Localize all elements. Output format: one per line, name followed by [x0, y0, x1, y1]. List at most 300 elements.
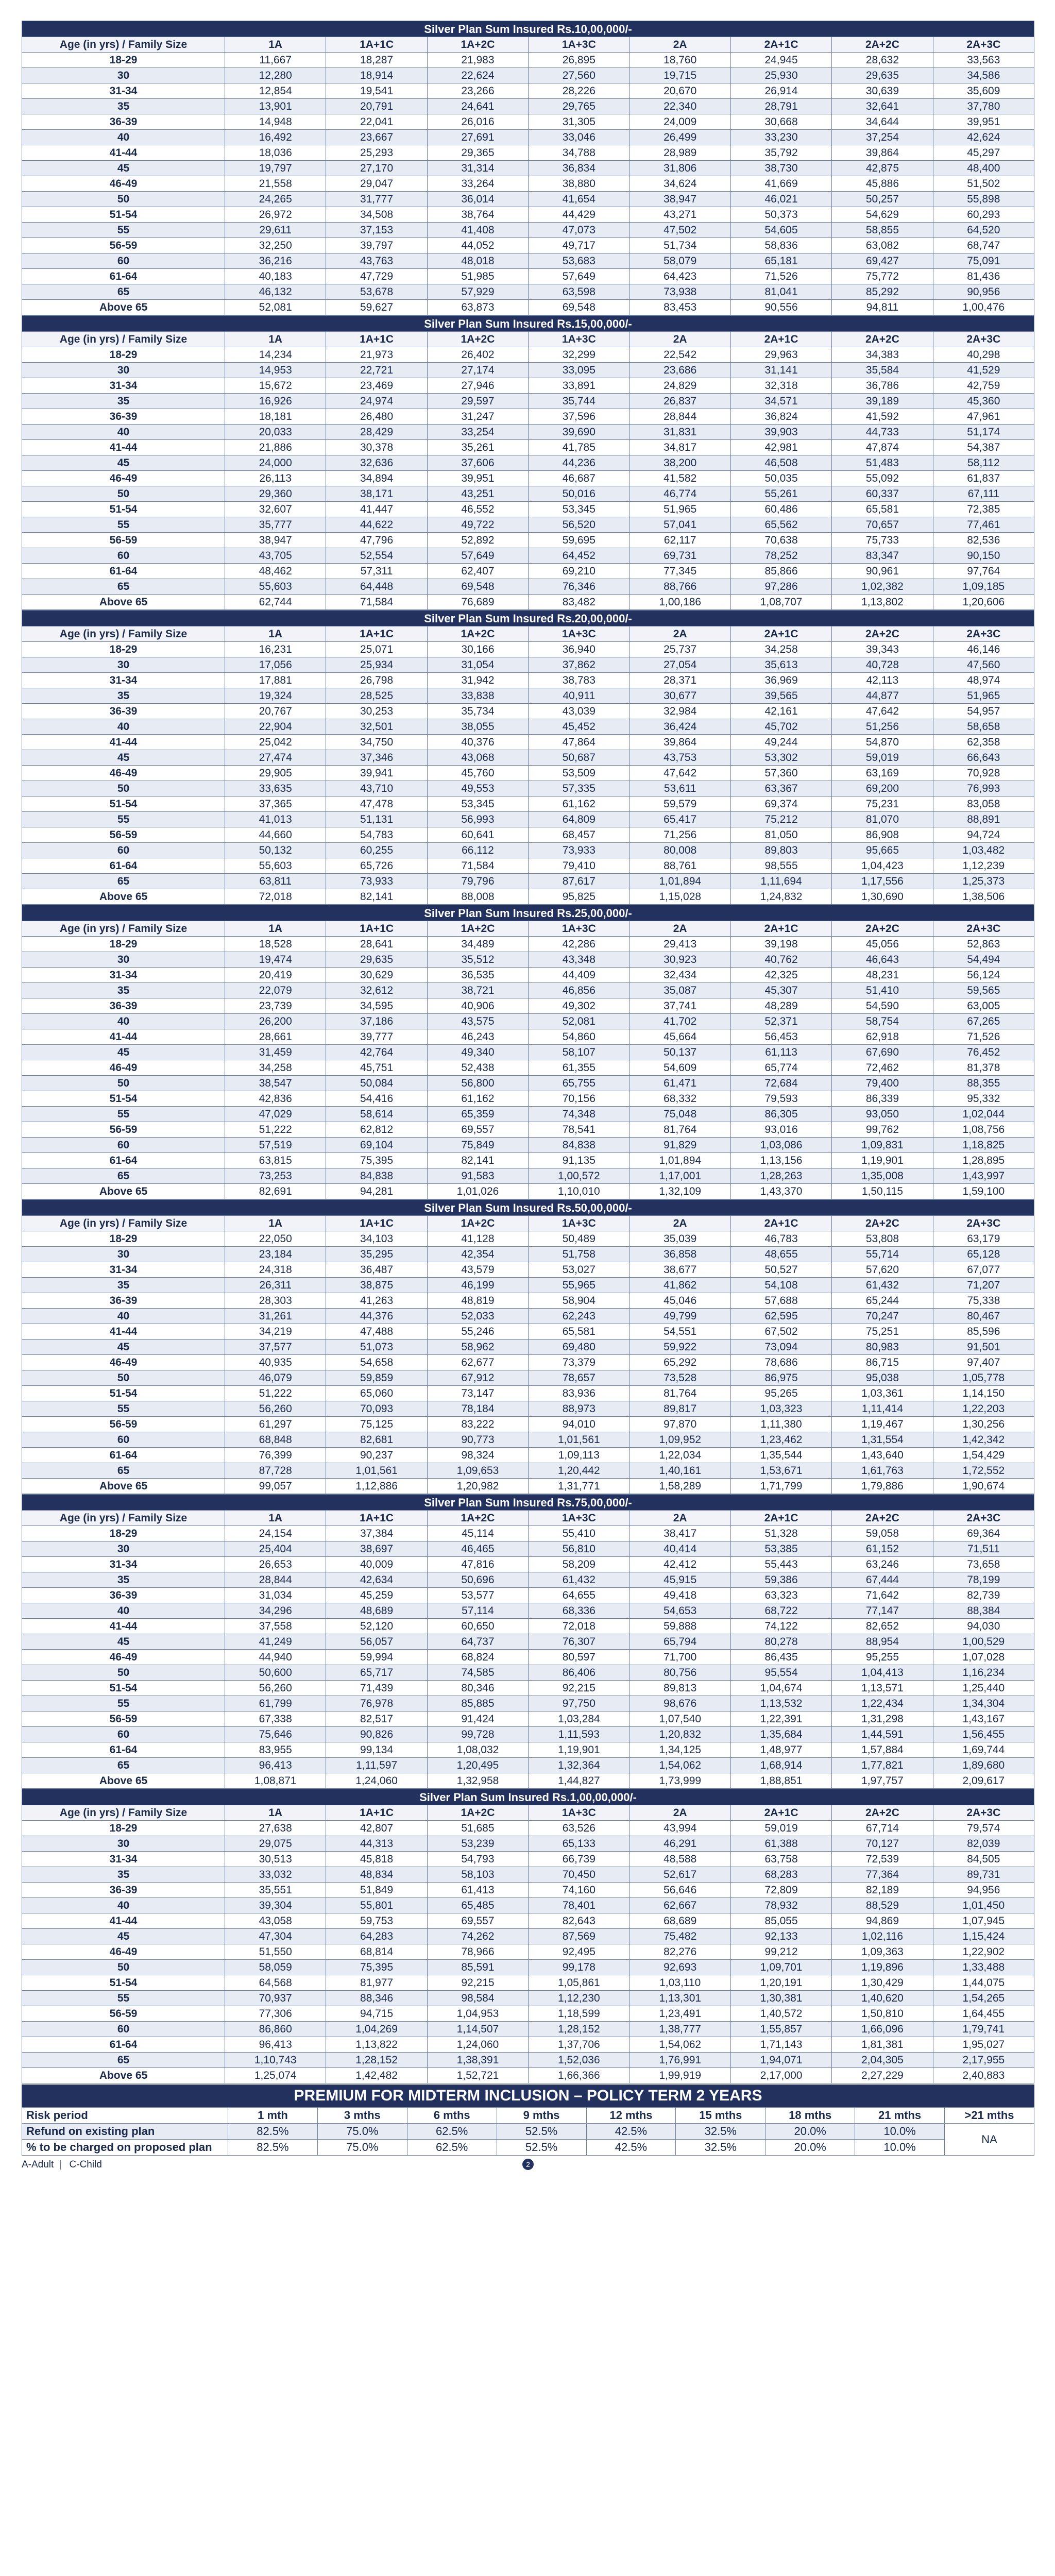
- premium-cell: 1,13,156: [730, 1153, 831, 1168]
- premium-cell: 94,956: [933, 1883, 1034, 1898]
- premium-cell: 42,624: [933, 130, 1034, 145]
- age-cell: 61-64: [22, 2037, 225, 2053]
- premium-cell: 49,418: [629, 1588, 730, 1603]
- age-cell: 31-34: [22, 83, 225, 99]
- premium-cell: 1,43,167: [933, 1711, 1034, 1727]
- premium-cell: 90,961: [832, 564, 933, 579]
- period-header: 6 mths: [407, 2108, 497, 2124]
- table-row: [22, 1758, 1034, 1773]
- column-header: 1A: [225, 37, 326, 53]
- premium-cell: 64,452: [529, 548, 629, 564]
- premium-cell: 89,731: [933, 1867, 1034, 1883]
- age-cell: 60: [22, 843, 225, 858]
- premium-cell: 1,42,342: [933, 1432, 1034, 1448]
- premium-cell: 81,050: [730, 827, 831, 843]
- premium-cell: 47,642: [629, 766, 730, 781]
- table-row: [22, 2037, 1034, 2053]
- table-row: [22, 1386, 1034, 1401]
- premium-cell: 62,677: [427, 1355, 528, 1370]
- premium-cell: 76,978: [326, 1696, 427, 1711]
- premium-cell: 36,858: [629, 1247, 730, 1262]
- premium-cell: 27,638: [225, 1821, 326, 1836]
- premium-cell: 52,892: [427, 533, 528, 548]
- premium-cell: 65,774: [730, 1060, 831, 1076]
- premium-cell: 48,462: [225, 564, 326, 579]
- table-row: [22, 1122, 1034, 1138]
- premium-cell: 32,984: [629, 704, 730, 719]
- premium-cell: 95,038: [832, 1370, 933, 1386]
- premium-cell: 35,039: [629, 1231, 730, 1247]
- premium-cell: 53,808: [832, 1231, 933, 1247]
- premium-cell: 30,629: [326, 968, 427, 983]
- premium-cell: 59,922: [629, 1340, 730, 1355]
- premium-cell: 43,058: [225, 1913, 326, 1929]
- premium-cell: 31,305: [529, 114, 629, 130]
- premium-cell: 95,332: [933, 1091, 1034, 1107]
- premium-cell: 64,423: [629, 269, 730, 284]
- premium-cell: 38,055: [427, 719, 528, 735]
- premium-cell: 29,597: [427, 394, 528, 409]
- premium-cell: 81,764: [629, 1386, 730, 1401]
- premium-cell: 16,926: [225, 394, 326, 409]
- premium-cell: 89,803: [730, 843, 831, 858]
- premium-cell: 44,733: [832, 425, 933, 440]
- premium-cell: 53,027: [529, 1262, 629, 1278]
- charge-cell: 52.5%: [497, 2140, 586, 2156]
- premium-cell: 56,260: [225, 1401, 326, 1417]
- premium-cell: 37,153: [326, 223, 427, 238]
- premium-cell: 69,364: [933, 1526, 1034, 1541]
- premium-cell: 42,836: [225, 1091, 326, 1107]
- premium-cell: 36,969: [730, 673, 831, 688]
- premium-cell: 40,762: [730, 952, 831, 968]
- column-header: 1A+2C: [427, 1216, 528, 1231]
- premium-cell: 60,641: [427, 827, 528, 843]
- column-header: 2A+2C: [832, 626, 933, 642]
- premium-section-title: PREMIUM FOR MIDTERM INCLUSION – POLICY TERM 2 YEARS: [22, 2084, 1034, 2107]
- age-cell: 56-59: [22, 827, 225, 843]
- age-cell: 41-44: [22, 440, 225, 455]
- table-row: [22, 207, 1034, 223]
- premium-cell: 92,495: [529, 1944, 629, 1960]
- premium-cell: 53,345: [427, 796, 528, 812]
- refund-cell: 82.5%: [228, 2124, 318, 2140]
- premium-cell: 22,079: [225, 983, 326, 998]
- age-cell: 30: [22, 1541, 225, 1557]
- table-row: [22, 1448, 1034, 1463]
- table-row: [22, 564, 1034, 579]
- premium-cell: 1,23,462: [730, 1432, 831, 1448]
- premium-cell: 83,347: [832, 548, 933, 564]
- premium-cell: 45,297: [933, 145, 1034, 161]
- age-cell: 60: [22, 1138, 225, 1153]
- premium-cell: 73,253: [225, 1168, 326, 1184]
- plan-header-row: [22, 37, 1034, 53]
- premium-cell: 77,345: [629, 564, 730, 579]
- table-row: [22, 750, 1034, 766]
- plan-title: Silver Plan Sum Insured Rs.50,00,000/-: [22, 1200, 1034, 1216]
- premium-cell: 19,797: [225, 161, 326, 176]
- age-cell: 56-59: [22, 1122, 225, 1138]
- column-header: 2A+3C: [933, 37, 1034, 53]
- premium-cell: 34,219: [225, 1324, 326, 1340]
- premium-cell: 46,199: [427, 1278, 528, 1293]
- premium-cell: 1,33,488: [933, 1960, 1034, 1975]
- table-row: [22, 1168, 1034, 1184]
- premium-cell: 62,595: [730, 1309, 831, 1324]
- premium-cell: 51,410: [832, 983, 933, 998]
- premium-cell: 1,03,284: [529, 1711, 629, 1727]
- column-header: 2A: [629, 332, 730, 347]
- premium-cell: 1,99,919: [629, 2068, 730, 2083]
- premium-cell: 1,08,707: [730, 595, 831, 610]
- premium-cell: 69,480: [529, 1340, 629, 1355]
- premium-cell: 37,346: [326, 750, 427, 766]
- period-header: 9 mths: [497, 2108, 586, 2124]
- premium-cell: 86,975: [730, 1370, 831, 1386]
- premium-cell: 29,611: [225, 223, 326, 238]
- premium-cell: 1,04,413: [832, 1665, 933, 1681]
- column-header: 1A+3C: [529, 921, 629, 937]
- premium-cell: 58,658: [933, 719, 1034, 735]
- premium-cell: 45,259: [326, 1588, 427, 1603]
- premium-cell: 1,03,482: [933, 843, 1034, 858]
- premium-cell: 38,875: [326, 1278, 427, 1293]
- plan-title-row: [22, 1495, 1034, 1511]
- premium-cell: 86,305: [730, 1107, 831, 1122]
- premium-cell: 1,89,680: [933, 1758, 1034, 1773]
- premium-cell: 1,23,491: [629, 2006, 730, 2022]
- premium-cell: 24,154: [225, 1526, 326, 1541]
- premium-cell: 37,186: [326, 1014, 427, 1029]
- premium-cell: 66,112: [427, 843, 528, 858]
- premium-cell: 1,22,203: [933, 1401, 1034, 1417]
- premium-cell: 46,643: [832, 952, 933, 968]
- table-row: [22, 1867, 1034, 1883]
- premium-cell: 89,817: [629, 1401, 730, 1417]
- premium-cell: 61,162: [529, 796, 629, 812]
- premium-cell: 76,346: [529, 579, 629, 595]
- table-row: [22, 223, 1034, 238]
- table-row: [22, 1247, 1034, 1262]
- premium-cell: 36,424: [629, 719, 730, 735]
- premium-cell: 85,866: [730, 564, 831, 579]
- premium-cell: 1,09,185: [933, 579, 1034, 595]
- premium-cell: 48,689: [326, 1603, 427, 1619]
- premium-cell: 76,399: [225, 1448, 326, 1463]
- refund-cell: 75.0%: [317, 2124, 407, 2140]
- premium-cell: 34,788: [529, 145, 629, 161]
- premium-cell: 1,08,871: [225, 1773, 326, 1789]
- premium-cell: 37,577: [225, 1340, 326, 1355]
- premium-cell: 62,243: [529, 1309, 629, 1324]
- premium-cell: 29,765: [529, 99, 629, 114]
- premium-cell: 88,973: [529, 1401, 629, 1417]
- age-cell: 61-64: [22, 858, 225, 874]
- premium-cell: 1,22,034: [629, 1448, 730, 1463]
- premium-cell: 34,258: [225, 1060, 326, 1076]
- premium-cell: 55,801: [326, 1898, 427, 1913]
- age-cell: 60: [22, 548, 225, 564]
- premium-cell: 37,780: [933, 99, 1034, 114]
- age-cell: 40: [22, 1309, 225, 1324]
- premium-cell: 71,439: [326, 1681, 427, 1696]
- premium-cell: 67,714: [832, 1821, 933, 1836]
- premium-cell: 52,033: [427, 1309, 528, 1324]
- premium-cell: 82,517: [326, 1711, 427, 1727]
- premium-cell: 79,796: [427, 874, 528, 889]
- premium-cell: 27,474: [225, 750, 326, 766]
- premium-cell: 47,729: [326, 269, 427, 284]
- premium-cell: 65,244: [832, 1293, 933, 1309]
- premium-cell: 31,777: [326, 192, 427, 207]
- plan-title: Silver Plan Sum Insured Rs.20,00,000/-: [22, 611, 1034, 626]
- premium-cell: 59,058: [832, 1526, 933, 1541]
- premium-cell: 32,299: [529, 347, 629, 363]
- premium-cell: 24,641: [427, 99, 528, 114]
- premium-cell: 47,073: [529, 223, 629, 238]
- age-cell: 18-29: [22, 1526, 225, 1541]
- premium-cell: 68,336: [529, 1603, 629, 1619]
- premium-cell: 88,008: [427, 889, 528, 905]
- premium-cell: 38,764: [427, 207, 528, 223]
- premium-cell: 1,52,721: [427, 2068, 528, 2083]
- premium-cell: 50,687: [529, 750, 629, 766]
- table-row: [22, 1696, 1034, 1711]
- premium-cell: 43,251: [427, 486, 528, 502]
- premium-cell: 83,936: [529, 1386, 629, 1401]
- table-row: [22, 1883, 1034, 1898]
- premium-cell: 66,643: [933, 750, 1034, 766]
- premium-cell: 27,691: [427, 130, 528, 145]
- premium-cell: 85,292: [832, 284, 933, 300]
- premium-cell: 41,013: [225, 812, 326, 827]
- premium-cell: 1,32,364: [529, 1758, 629, 1773]
- premium-cell: 69,210: [529, 564, 629, 579]
- table-row: [22, 579, 1034, 595]
- premium-cell: 31,942: [427, 673, 528, 688]
- premium-cell: 24,000: [225, 455, 326, 471]
- premium-cell: 86,406: [529, 1665, 629, 1681]
- premium-cell: 47,796: [326, 533, 427, 548]
- age-cell: 18-29: [22, 347, 225, 363]
- premium-cell: 11,667: [225, 53, 326, 68]
- premium-cell: 1,04,269: [326, 2022, 427, 2037]
- charge-cell: 20.0%: [765, 2140, 855, 2156]
- premium-cell: 53,345: [529, 502, 629, 517]
- table-row: [22, 548, 1034, 564]
- table-row: [22, 378, 1034, 394]
- premium-cell: 91,829: [629, 1138, 730, 1153]
- premium-cell: 76,452: [933, 1045, 1034, 1060]
- premium-cell: 51,131: [326, 812, 427, 827]
- table-row: [22, 1060, 1034, 1076]
- table-row: [22, 796, 1034, 812]
- premium-cell: 94,010: [529, 1417, 629, 1432]
- premium-cell: 54,629: [832, 207, 933, 223]
- premium-cell: 48,834: [326, 1867, 427, 1883]
- premium-cell: 1,01,561: [326, 1463, 427, 1479]
- age-cell: 60: [22, 2022, 225, 2037]
- premium-cell: 73,379: [529, 1355, 629, 1370]
- premium-cell: 42,325: [730, 968, 831, 983]
- column-header: 2A: [629, 1216, 730, 1231]
- age-cell: 51-54: [22, 207, 225, 223]
- premium-cell: 61,297: [225, 1417, 326, 1432]
- premium-cell: 96,413: [225, 2037, 326, 2053]
- premium-cell: 38,730: [730, 161, 831, 176]
- premium-cell: 74,348: [529, 1107, 629, 1122]
- premium-cell: 45,915: [629, 1572, 730, 1588]
- premium-cell: 65,128: [933, 1247, 1034, 1262]
- premium-cell: 27,054: [629, 657, 730, 673]
- premium-cell: 40,183: [225, 269, 326, 284]
- premium-cell: 82,141: [326, 889, 427, 905]
- premium-cell: 59,753: [326, 1913, 427, 1929]
- legend-separator: |: [59, 2159, 62, 2170]
- premium-cell: 83,222: [427, 1417, 528, 1432]
- premium-cell: 54,957: [933, 704, 1034, 719]
- premium-cell: 57,114: [427, 1603, 528, 1619]
- premium-cell: 86,908: [832, 827, 933, 843]
- plan-title-row: [22, 1200, 1034, 1216]
- premium-cell: 61,432: [529, 1572, 629, 1588]
- premium-cell: 67,111: [933, 486, 1034, 502]
- premium-cell: 1,66,096: [832, 2022, 933, 2037]
- premium-cell: 42,113: [832, 673, 933, 688]
- table-row: [22, 425, 1034, 440]
- premium-cell: 92,215: [427, 1975, 528, 1991]
- premium-cell: 1,52,036: [529, 2053, 629, 2068]
- premium-cell: 67,338: [225, 1711, 326, 1727]
- premium-cell: 65,794: [629, 1634, 730, 1650]
- table-row: [22, 1711, 1034, 1727]
- premium-cell: 80,756: [629, 1665, 730, 1681]
- premium-cell: 1,13,571: [832, 1681, 933, 1696]
- premium-cell: 87,728: [225, 1463, 326, 1479]
- premium-cell: 91,424: [427, 1711, 528, 1727]
- premium-cell: 71,207: [933, 1278, 1034, 1293]
- premium-cell: 1,34,304: [933, 1696, 1034, 1711]
- column-header: 2A+2C: [832, 1805, 933, 1821]
- premium-cell: 1,15,424: [933, 1929, 1034, 1944]
- premium-cell: 1,94,071: [730, 2053, 831, 2068]
- premium-cell: 14,948: [225, 114, 326, 130]
- table-row: [22, 968, 1034, 983]
- premium-cell: 39,864: [629, 735, 730, 750]
- age-cell: 36-39: [22, 1293, 225, 1309]
- table-row: [22, 673, 1034, 688]
- column-header: 2A+1C: [730, 332, 831, 347]
- premium-cell: 50,257: [832, 192, 933, 207]
- premium-cell: 75,091: [933, 253, 1034, 269]
- premium-cell: 55,965: [529, 1278, 629, 1293]
- premium-cell: 38,947: [629, 192, 730, 207]
- premium-cell: 1,09,831: [832, 1138, 933, 1153]
- premium-cell: 32,434: [629, 968, 730, 983]
- premium-cell: 2,40,883: [933, 2068, 1034, 2083]
- premium-cell: 1,28,152: [529, 2022, 629, 2037]
- premium-cell: 73,658: [933, 1557, 1034, 1572]
- premium-cell: 54,416: [326, 1091, 427, 1107]
- premium-cell: 27,946: [427, 378, 528, 394]
- age-cell: 46-49: [22, 1944, 225, 1960]
- premium-cell: 78,657: [529, 1370, 629, 1386]
- premium-cell: 20,419: [225, 968, 326, 983]
- age-cell: 55: [22, 1401, 225, 1417]
- table-row: [22, 517, 1034, 533]
- premium-cell: 95,825: [529, 889, 629, 905]
- premium-cell: 33,032: [225, 1867, 326, 1883]
- premium-cell: 33,095: [529, 363, 629, 378]
- table-row: [22, 347, 1034, 363]
- premium-cell: 99,728: [427, 1727, 528, 1742]
- charge-cell: 62.5%: [407, 2140, 497, 2156]
- table-row: [22, 843, 1034, 858]
- premium-cell: 1,22,391: [730, 1711, 831, 1727]
- age-cell: 41-44: [22, 1619, 225, 1634]
- premium-cell: 51,502: [933, 176, 1034, 192]
- table-row: [22, 1619, 1034, 1634]
- premium-cell: 55,603: [225, 579, 326, 595]
- premium-cell: 54,860: [529, 1029, 629, 1045]
- premium-cell: 88,384: [933, 1603, 1034, 1619]
- premium-cell: 30,677: [629, 688, 730, 704]
- premium-cell: 27,174: [427, 363, 528, 378]
- premium-cell: 1,31,771: [529, 1479, 629, 1494]
- premium-cell: 22,904: [225, 719, 326, 735]
- premium-cell: 1,12,230: [529, 1991, 629, 2006]
- premium-cell: 81,977: [326, 1975, 427, 1991]
- table-row: [22, 1665, 1034, 1681]
- premium-cell: 40,414: [629, 1541, 730, 1557]
- premium-cell: 71,526: [730, 269, 831, 284]
- column-header: 1A+1C: [326, 1805, 427, 1821]
- plan-table: [22, 610, 1034, 905]
- premium-cell: 54,494: [933, 952, 1034, 968]
- premium-cell: 1,03,361: [832, 1386, 933, 1401]
- plan-table: [22, 1199, 1034, 1494]
- premium-cell: 82,652: [832, 1619, 933, 1634]
- premium-cell: 57,041: [629, 517, 730, 533]
- premium-cell: 52,120: [326, 1619, 427, 1634]
- refund-row: [22, 2124, 1034, 2140]
- age-cell: 35: [22, 1572, 225, 1588]
- premium-cell: 1,09,363: [832, 1944, 933, 1960]
- premium-cell: 72,462: [832, 1060, 933, 1076]
- premium-cell: 28,525: [326, 688, 427, 704]
- period-header: 12 mths: [586, 2108, 676, 2124]
- premium-cell: 23,184: [225, 1247, 326, 1262]
- age-cell: 65: [22, 579, 225, 595]
- premium-cell: 82,039: [933, 1836, 1034, 1852]
- table-row: [22, 998, 1034, 1014]
- premium-cell: 65,485: [427, 1898, 528, 1913]
- premium-cell: 1,32,109: [629, 1184, 730, 1199]
- premium-cell: 87,569: [529, 1929, 629, 1944]
- table-row: [22, 1293, 1034, 1309]
- premium-cell: 94,869: [832, 1913, 933, 1929]
- period-header: 18 mths: [765, 2108, 855, 2124]
- premium-cell: 51,222: [225, 1386, 326, 1401]
- plan-title-row: [22, 21, 1034, 37]
- premium-cell: 23,667: [326, 130, 427, 145]
- table-row: [22, 719, 1034, 735]
- premium-cell: 49,722: [427, 517, 528, 533]
- age-cell: 36-39: [22, 704, 225, 719]
- age-cell: 46-49: [22, 1355, 225, 1370]
- premium-cell: 71,526: [933, 1029, 1034, 1045]
